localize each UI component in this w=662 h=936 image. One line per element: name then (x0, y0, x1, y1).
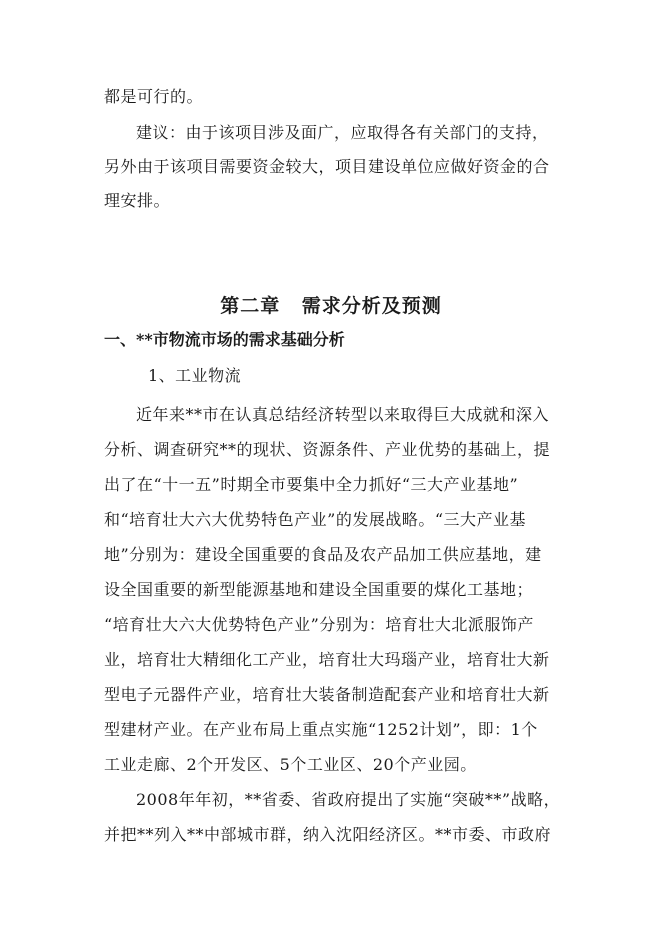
paragraph-line: 建议：由于该项目涉及面广，应取得各有关部门的支持， (136, 123, 549, 142)
subsection-title: 1、工业物流 (148, 366, 242, 385)
body-line: 2008年年初，**省委、省政府提出了实施“突破**”战略， (136, 790, 561, 809)
paragraph-line: 另外由于该项目需要资金较大，项目建设单位应做好资金的合 (104, 157, 550, 176)
paragraph-line: 理安排。 (104, 191, 171, 210)
body-line: 并把**列入**中部城市群，纳入沈阳经济区。**市委、市政府 (104, 825, 552, 844)
body-line: 设全国重要的新型能源基地和建设全国重要的煤化工基地； (104, 580, 534, 599)
body-line: 型建材产业。在产业布局上重点实施“1252计划”，即：1个 (104, 720, 538, 739)
paragraph-line: 都是可行的。 (104, 87, 204, 106)
body-line: 业，培育壮大精细化工产业，培育壮大玛瑙产业，培育壮大新 (104, 650, 550, 669)
body-line: 地”分别为：建设全国重要的食品及农产品加工供应基地，建 (104, 545, 542, 564)
body-line: 出了在“十一五”时期全市要集中全力抓好“三大产业基地” (104, 475, 519, 494)
body-line: 和“培育壮大六大优势特色产业”的发展战略。“三大产业基 (104, 510, 527, 529)
body-line: 工业走廊、2个开发区、5个工业区、20个产业园。 (104, 755, 477, 774)
body-line: “培育壮大六大优势特色产业”分别为：培育壮大北派服饰产 (104, 615, 534, 634)
body-line: 型电子元器件产业，培育壮大装备制造配套产业和培育壮大新 (104, 685, 550, 704)
section-title: 一、**市物流市场的需求基础分析 (104, 330, 345, 349)
body-line: 近年来**市在认真总结经济转型以来取得巨大成就和深入 (136, 405, 550, 424)
chapter-title: 第二章 需求分析及预测 (220, 295, 442, 317)
body-line: 分析、调查研究**的现状、资源条件、产业优势的基础上，提 (104, 440, 551, 459)
